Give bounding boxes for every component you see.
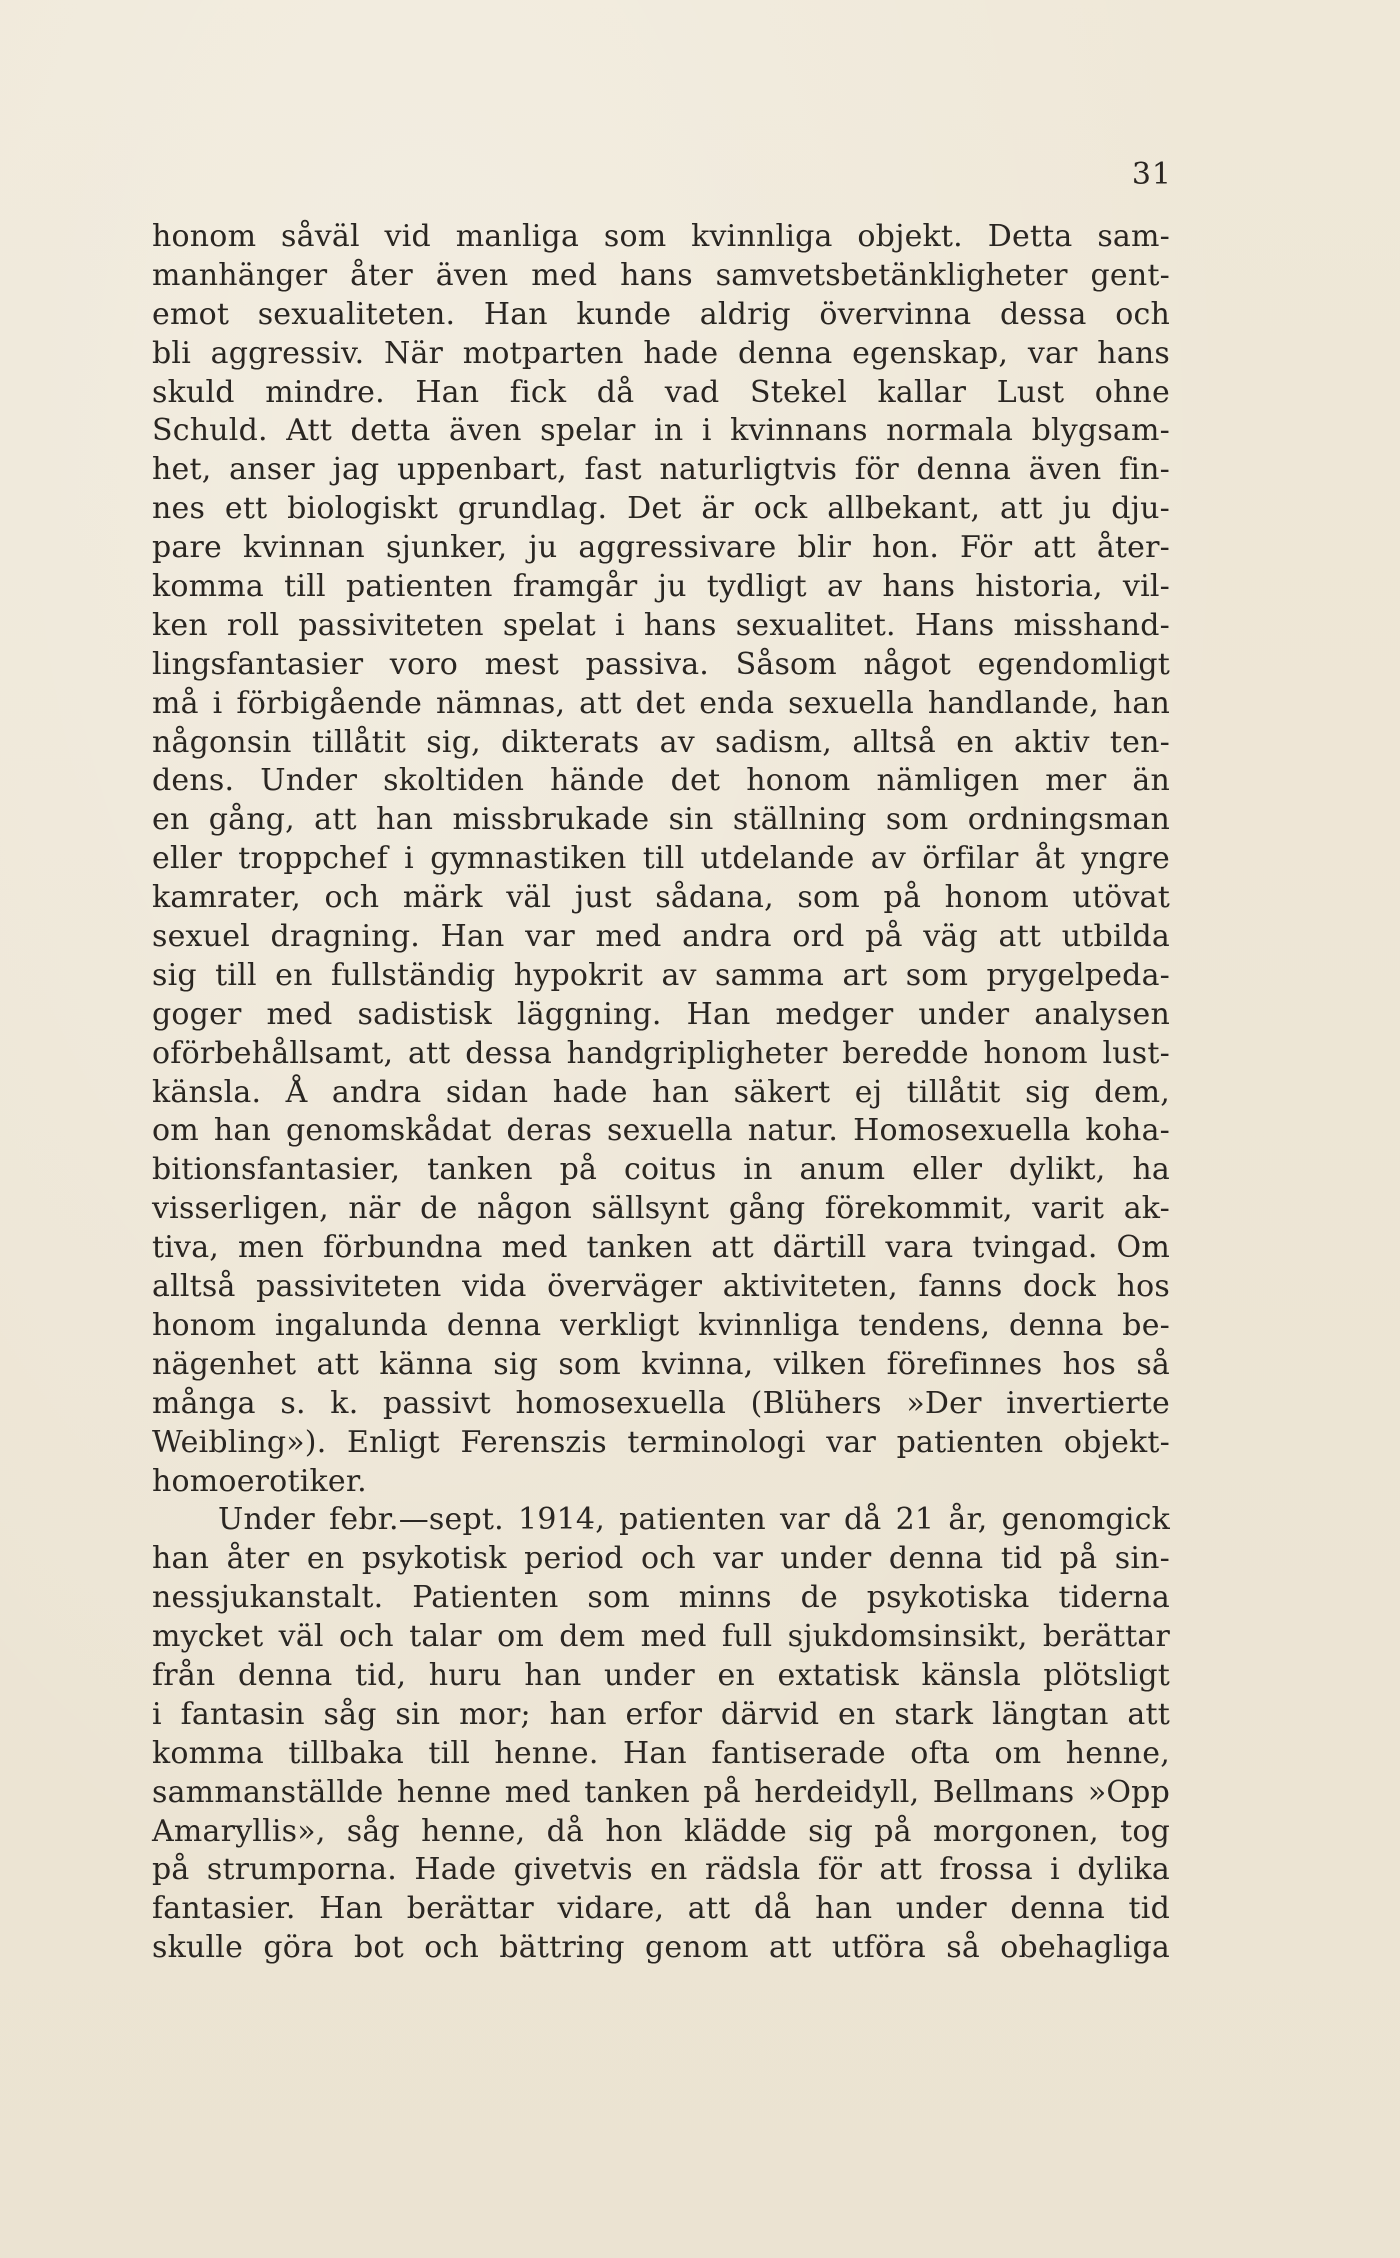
text-line: honom såväl vid manliga som kvinnliga objekt. Detta sam- [152,219,1170,254]
text-line: goger med sadistisk läggning. Han medger under analysen [152,996,1170,1032]
text-line: mycket väl och talar om dem med full sjukdomsinsikt, berättar [152,1619,1170,1655]
text-line: sexuel dragning. Han var med andra ord på väg att utbilda [152,919,1170,955]
text-line: nägenhet att känna sig som kvinna, vilken förefinnes hos så [152,1346,1170,1382]
text-line: sig till en fullständig hypokrit av samma art som prygelpeda- [152,957,1170,993]
text-line: någonsin tillåtit sig, dikterats av sadism, alltså en aktiv ten- [152,724,1170,760]
text-line: nessjukanstalt. Patienten som minns de psykotiska tiderna [152,1580,1170,1616]
text-line: må i förbigående nämnas, att det enda sexuella handlande, han [152,685,1170,721]
text-line: bitionsfantasier, tanken på coitus in anum eller dylikt, ha [152,1152,1170,1188]
text-line: från denna tid, huru han under en extatisk känsla plötsligt [152,1657,1170,1693]
text-line: skulle göra bot och bättring genom att utföra så obehagliga [152,1930,1170,1966]
text-line: alltså passiviteten vida överväger aktiviteten, fanns dock hos [152,1269,1170,1305]
text-line: dens. Under skoltiden hände det honom nämligen mer än [152,763,1170,799]
text-line: komma tillbaka till henne. Han fantiserade ofta om henne, [152,1735,1170,1771]
text-line: en gång, att han missbrukade sin ställning som ordningsman [152,802,1170,838]
body-text [152,218,1170,1968]
text-line: het, anser jag uppenbart, fast naturligtvis för denna även fin- [152,452,1170,488]
text-line: emot sexualiteten. Han kunde aldrig övervinna dessa och [152,296,1170,332]
text-line: Weibling»). Enligt Ferenszis terminologi var patienten objekt- [152,1424,1170,1460]
text-line: bli aggressiv. När motparten hade denna egenskap, var hans [152,335,1170,371]
paragraph-end-line: homoerotiker. [152,1463,367,1499]
text-line: eller troppchef i gymnastiken till utdelande av örfilar åt yngre [152,841,1170,877]
text-line: på strumporna. Hade givetvis en rädsla för att frossa i dylika [152,1852,1170,1888]
text-line: ken roll passiviteten spelat i hans sexualitet. Hans misshand- [152,607,1170,643]
text-line: om han genomskådat deras sexuella natur. Homosexuella koha- [152,1113,1170,1149]
text-line: komma till patienten framgår ju tydligt av hans historia, vil- [152,569,1170,605]
text-line: oförbehållsamt, att dessa handgripligheter beredde honom lust- [152,1035,1170,1071]
text-line: i fantasin såg sin mor; han erfor därvid en stark längtan att [152,1696,1170,1732]
text-line: pare kvinnan sjunker, ju aggressivare blir hon. För att åter- [152,530,1170,566]
text-line: lingsfantasier voro mest passiva. Såsom något egendomligt [152,646,1170,682]
page-number: 31 [1131,157,1172,192]
paragraph-start-line: Under febr.—sept. 1914, patienten var då 21 år, genomgick [218,1502,1170,1538]
text-line: honom ingalunda denna verkligt kvinnliga tendens, denna be- [152,1307,1170,1343]
text-line: fantasier. Han berättar vidare, att då han under denna tid [152,1891,1170,1927]
text-line: många s. k. passivt homosexuella (Blühers »Der invertierte [152,1385,1170,1421]
text-line: sammanställde henne med tanken på herdeidyll, Bellmans »Opp [152,1774,1170,1810]
text-line: han åter en psykotisk period och var under denna tid på sin- [152,1541,1170,1577]
text-line: skuld mindre. Han fick då vad Stekel kallar Lust ohne [152,374,1170,410]
text-line: tiva, men förbundna med tanken att därtill vara tvingad. Om [152,1230,1170,1266]
text-line: Amaryllis», såg henne, då hon klädde sig på morgonen, tog [152,1813,1170,1849]
text-line: manhänger åter även med hans samvetsbetänkligheter gent- [152,257,1170,293]
text-line: nes ett biologiskt grundlag. Det är ock allbekant, att ju dju- [152,491,1170,527]
text-line: kamrater, och märk väl just sådana, som på honom utövat [152,880,1170,916]
text-line: visserligen, när de någon sällsynt gång förekommit, varit ak- [152,1191,1170,1227]
text-line: känsla. Å andra sidan hade han säkert ej tillåtit sig dem, [152,1074,1170,1110]
text-line: Schuld. Att detta även spelar in i kvinnans normala blygsam- [152,413,1170,449]
